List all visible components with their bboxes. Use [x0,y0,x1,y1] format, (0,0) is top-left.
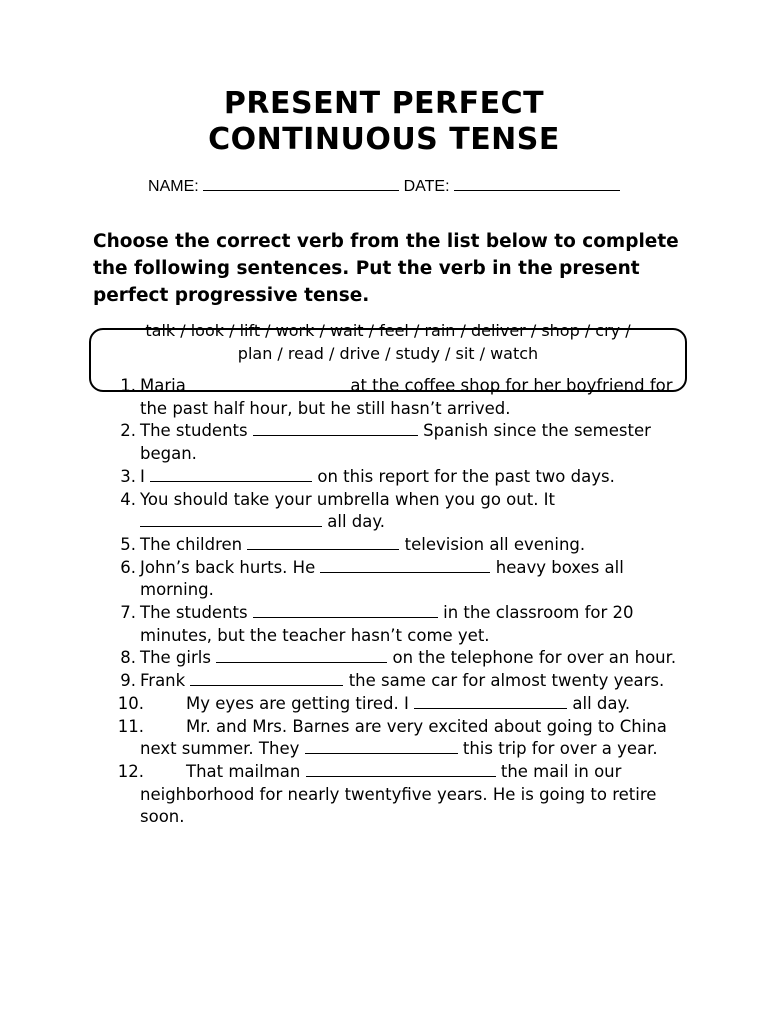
question-item [106,693,686,716]
question-number: 3. [120,466,136,486]
question-item [106,534,686,557]
question-text: the same car for almost twenty years. [348,671,665,691]
question-text: heavy boxes all morning. [140,557,624,600]
question-number: 2. [120,421,136,441]
question-item [106,670,686,693]
name-date-row [0,176,768,196]
question-text: Frank [140,671,186,691]
question-item [106,375,686,420]
question-number: 6. [120,557,136,577]
question-text: all day. [572,693,631,713]
question-text: on this report for the past two days. [317,466,615,486]
question-text: the mail in our neighborhood for nearly twentyfive years. He is going to retire soon. [140,761,657,827]
question-text: at the coffee shop for her boyfriend for the past half hour, but he still hasn’t arrived. [140,376,673,418]
question-item [106,761,686,829]
question-item [106,647,686,670]
date-label: DATE: [403,178,450,195]
question-item [106,557,686,602]
instructions: Choose the correct verb from the list below to complete the following sentences. Put the verb in the present perfect progressive tense. [93,231,679,306]
answer-blank[interactable] [191,375,345,391]
question-item [106,466,686,489]
answer-blank[interactable] [320,557,490,573]
name-label: NAME: [148,178,199,195]
question-item [106,420,686,465]
answer-blank[interactable] [190,670,343,686]
question-number: 4. [120,489,136,509]
answer-blank[interactable] [253,420,418,436]
question-text: That mailman [186,761,301,781]
question-number: 12. [117,761,144,781]
question-text: television all evening. [404,534,586,554]
question-number: 7. [120,603,136,623]
question-text: I [140,466,145,486]
answer-blank[interactable] [140,511,322,527]
answer-blank[interactable] [306,761,496,777]
question-number: 1. [120,376,136,395]
answer-blank[interactable] [253,602,438,618]
answer-blank[interactable] [216,647,387,663]
answer-blank[interactable] [150,466,312,482]
answer-blank[interactable] [414,693,567,709]
question-item [106,489,686,534]
question-number: 9. [120,671,136,691]
question-text: this trip for over a year. [462,739,658,759]
worksheet-title [0,86,768,158]
question-text: The girls [140,648,211,668]
word-list-line-1: talk / look / lift / work / wait / feel / rain / deliver / shop / cry / [145,321,631,340]
question-text: in the classroom for 20 minutes, but the teacher hasn’t come yet. [140,603,634,645]
question-text: The children [140,534,243,554]
title-line-2: CONTINUOUS TENSE [208,122,560,157]
question-text: Spanish since the semester began. [140,421,651,464]
word-list [89,319,687,365]
question-number: 10. [117,693,144,713]
question-number: 11. [117,716,144,736]
answer-blank[interactable] [305,738,458,754]
question-item [106,602,686,647]
name-blank[interactable] [203,176,399,191]
answer-blank[interactable] [247,534,399,550]
question-text: The students [140,603,248,623]
question-list [106,375,686,829]
question-text: on the telephone for over an hour. [392,648,677,668]
question-text: Maria [140,376,186,395]
question-text: You should take your umbrella when you go out. It [140,489,556,509]
question-text: Mr. and Mrs. Barnes are very excited about going to China next summer. They [140,716,667,759]
question-text: The students [140,421,248,441]
question-number: 8. [120,648,136,668]
word-list-line-2: plan / read / drive / study / sit / watch [237,344,539,363]
date-blank[interactable] [454,176,620,191]
question-text: all day. [327,512,386,532]
question-text: My eyes are getting tired. I [186,693,409,713]
question-number: 5. [120,534,136,554]
title-line-1: PRESENT PERFECT [223,86,545,121]
question-item [106,716,686,761]
question-text: John’s back hurts. He [140,557,316,577]
